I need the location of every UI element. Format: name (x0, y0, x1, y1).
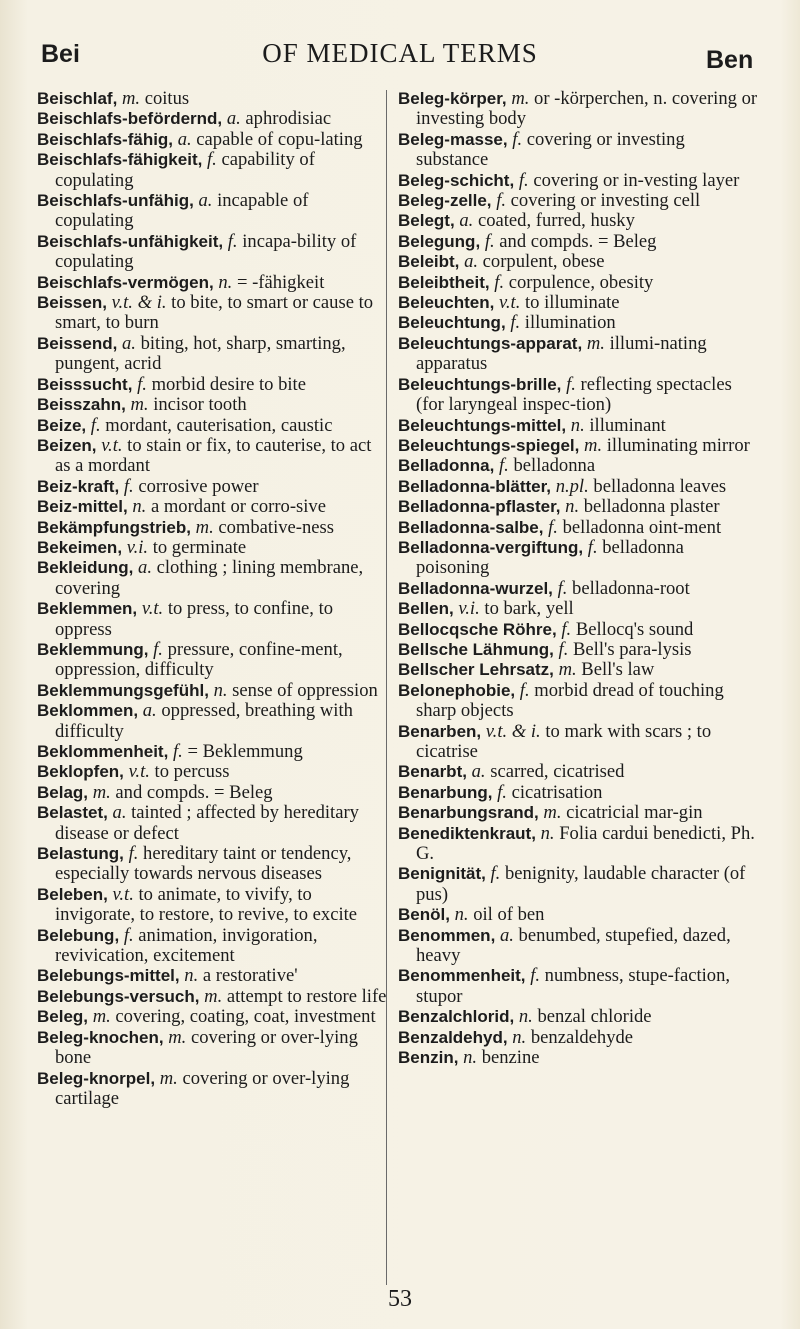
entry-definition: incapa-bility of copulating (55, 230, 357, 273)
running-header (0, 34, 800, 74)
entry-definition: belladonna plaster (579, 496, 720, 518)
entry-headword: Belegung, (398, 231, 481, 251)
entry-part-of-speech: v.t. (128, 761, 150, 783)
entry-definition: capability of copulating (55, 149, 315, 191)
entry-headword: Beissend, (37, 333, 118, 353)
dictionary-entry (37, 987, 389, 1007)
entry-part-of-speech: f. (510, 312, 521, 334)
entry-headword: Beischlafs-fähig, (37, 129, 174, 149)
entry-definition: a restorative' (198, 965, 298, 987)
entry-definition: coitus (140, 88, 190, 109)
entry-definition: numbness, stupe-faction, stupor (416, 965, 731, 1007)
entry-headword: Beischlafs-fähigkeit, (37, 150, 203, 170)
entry-part-of-speech: f. (548, 516, 558, 538)
entry-part-of-speech: f. (558, 638, 569, 660)
entry-definition: attempt to restore life (222, 985, 387, 1007)
dictionary-entry (398, 252, 758, 272)
entry-headword: Benommenheit, (398, 966, 526, 986)
entry-part-of-speech: f. (484, 230, 495, 252)
dictionary-entry (398, 456, 758, 476)
header-first-guide-word: Bei (41, 40, 80, 68)
entry-headword: Beiz-kraft, (37, 476, 120, 496)
entry-definition: clothing ; lining membrane, covering (55, 557, 364, 599)
dictionary-entry (398, 905, 758, 925)
header-last-guide-word: Ben (706, 46, 754, 74)
dictionary-entry (398, 293, 758, 313)
entry-part-of-speech: a. (226, 108, 241, 130)
dictionary-entry (37, 293, 389, 334)
entry-definition: corrosive power (133, 475, 259, 497)
dictionary-entry (37, 966, 389, 986)
entry-part-of-speech: f. (512, 128, 523, 150)
entry-part-of-speech: f. (497, 781, 507, 803)
entry-headword: Belegt, (398, 211, 455, 231)
entry-part-of-speech: m. (543, 802, 562, 824)
dictionary-entry (398, 416, 758, 436)
dictionary-entry (398, 722, 758, 763)
dictionary-entry (37, 436, 389, 477)
entry-definition: hereditary taint or tendency, especially towards nervous diseases (55, 843, 352, 885)
entry-part-of-speech: f. (557, 577, 568, 599)
entry-headword: Beissen, (37, 293, 107, 313)
entry-definition: covering or investing substance (416, 128, 685, 171)
entry-headword: Belastet, (37, 803, 108, 823)
entry-part-of-speech: f. (123, 924, 134, 946)
entry-definition: corpulent, obese (478, 251, 605, 273)
dictionary-entry (37, 130, 389, 150)
entry-headword: Beleg-zelle, (398, 191, 492, 211)
entry-definition: Bellocq's sound (571, 618, 694, 640)
entry-headword: Benarbt, (398, 762, 467, 782)
entry-part-of-speech: n. (518, 1006, 533, 1028)
entry-headword: Benignität, (398, 864, 486, 884)
dictionary-entry (37, 681, 389, 701)
entry-definition: cicatrisation (506, 781, 603, 803)
dictionary-entry (37, 273, 389, 293)
dictionary-entry (398, 89, 758, 130)
entry-headword: Belladonna-wurzel, (398, 578, 553, 598)
column-divider (386, 90, 387, 1285)
dictionary-entry (398, 1028, 758, 1048)
entry-part-of-speech: m. (204, 985, 223, 1007)
entry-definition: illuminant (584, 414, 666, 436)
entry-definition: belladonna (508, 455, 596, 477)
entry-part-of-speech: a. (471, 761, 486, 783)
dictionary-entry (37, 599, 389, 640)
entry-part-of-speech: m. (92, 781, 111, 803)
entry-headword: Beklemmen, (37, 599, 138, 619)
entry-part-of-speech: v.i. (458, 598, 480, 620)
entry-part-of-speech: n. (184, 965, 199, 987)
dictionary-entry (398, 926, 758, 967)
entry-definition: to bite, to smart or cause to smart, to burn (55, 292, 374, 334)
entry-definition: illuminating mirror (602, 434, 750, 456)
entry-headword: Beleg, (37, 1007, 89, 1027)
entry-part-of-speech: m. (159, 1067, 178, 1089)
entry-part-of-speech: f. (496, 190, 507, 212)
entry-headword: Beleibtheit, (398, 272, 490, 292)
entry-definition: cicatricial mar-gin (561, 802, 703, 824)
dictionary-entry (398, 313, 758, 333)
entry-part-of-speech: f. (494, 271, 505, 293)
entry-headword: Bellocqsche Röhre, (398, 619, 557, 639)
entry-headword: Beleg-knorpel, (37, 1068, 156, 1088)
entry-part-of-speech: n. (570, 414, 585, 436)
entry-part-of-speech: m. (586, 332, 605, 354)
dictionary-entry (37, 89, 389, 109)
entry-headword: Belebung, (37, 925, 120, 945)
entry-definition: benzaldehyde (526, 1026, 634, 1048)
dictionary-entry (398, 518, 758, 538)
entry-part-of-speech: a. (464, 251, 479, 273)
entry-definition: belladonna leaves (588, 475, 727, 497)
entry-definition: a mordant or corro-sive (146, 496, 326, 518)
entry-headword: Belonephobie, (398, 680, 516, 700)
entry-part-of-speech: v.t. (499, 292, 521, 314)
entry-definition: Folia cardui benedicti, Ph. G. (416, 822, 755, 865)
entry-part-of-speech: f. (153, 638, 163, 660)
dictionary-entry (37, 844, 389, 885)
entry-part-of-speech: n. (463, 1047, 478, 1069)
entry-part-of-speech: m. (92, 1006, 111, 1028)
entry-headword: Belladonna, (398, 456, 495, 476)
entry-headword: Beleuchtungs-brille, (398, 374, 562, 394)
entry-headword: Beklemmungsgefühl, (37, 680, 209, 700)
entry-part-of-speech: f. (128, 843, 139, 865)
entry-part-of-speech: m. (195, 516, 214, 538)
entry-definition: oppressed, breathing with difficulty (55, 700, 353, 742)
entry-part-of-speech: a. (142, 700, 157, 722)
entry-part-of-speech: f. (90, 414, 101, 436)
entry-definition: to illuminate (520, 292, 620, 314)
entry-headword: Beklemmung, (37, 639, 149, 659)
dictionary-entry (398, 803, 758, 823)
entry-headword: Beizen, (37, 435, 97, 455)
entry-definition: or -körperchen, n. covering or investing body (416, 88, 758, 130)
entry-headword: Bellscher Lehrsatz, (398, 660, 554, 680)
entry-definition: belladonna poisoning (416, 536, 684, 579)
dictionary-entry (37, 375, 389, 395)
entry-headword: Belladonna-pflaster, (398, 497, 561, 517)
dictionary-entry (398, 640, 758, 660)
entry-headword: Bekeimen, (37, 537, 123, 557)
dictionary-entry (398, 334, 758, 375)
entry-part-of-speech: a. (198, 190, 213, 212)
entry-headword: Benarben, (398, 721, 482, 741)
entry-headword: Belebungs-mittel, (37, 966, 180, 986)
entry-definition: covering, coating, coat, investment (110, 1006, 376, 1028)
entry-headword: Beischlafs-unfähigkeit, (37, 231, 224, 251)
entry-headword: Belladonna-blätter, (398, 476, 552, 496)
entry-headword: Beize, (37, 415, 87, 435)
entry-definition: covering or in-vesting layer (528, 169, 740, 191)
entry-part-of-speech: n.pl. (555, 475, 589, 497)
entry-headword: Benediktenkraut, (398, 823, 536, 843)
dictionary-entry (398, 783, 758, 803)
dictionary-entry (37, 1028, 389, 1069)
entry-headword: Beleuchten, (398, 293, 495, 313)
dictionary-entry (398, 660, 758, 680)
entry-definition: and compds. = Beleg (494, 230, 657, 252)
dictionary-entry (398, 1048, 758, 1068)
dictionary-entry (37, 803, 389, 844)
entry-headword: Beleuchtungs-mittel, (398, 415, 567, 435)
entry-part-of-speech: n. (213, 679, 228, 701)
entry-definition: to mark with scars ; to cicatrise (416, 720, 712, 762)
entry-headword: Beleg-schicht, (398, 170, 515, 190)
dictionary-entry (398, 762, 758, 782)
entry-definition: animation, invigoration, revivication, excitement (55, 924, 318, 967)
entry-part-of-speech: n. (454, 904, 469, 926)
entry-part-of-speech: a. (499, 924, 514, 946)
entry-part-of-speech: f. (123, 475, 134, 497)
dictionary-entry (37, 742, 389, 762)
dictionary-entry (37, 150, 389, 191)
entry-part-of-speech: f. (499, 455, 509, 477)
dictionary-entry (37, 497, 389, 517)
dictionary-entry (37, 191, 389, 232)
entry-definition: to germinate (148, 536, 247, 558)
entry-part-of-speech: v.t. & i. (111, 292, 167, 314)
dictionary-entry (37, 538, 389, 558)
entry-headword: Beleben, (37, 884, 108, 904)
entry-part-of-speech: f. (137, 373, 147, 395)
entry-headword: Belag, (37, 782, 89, 802)
entry-headword: Benzalchlorid, (398, 1007, 515, 1027)
entry-headword: Beleg-knochen, (37, 1027, 164, 1047)
entry-headword: Beleg-masse, (398, 129, 508, 149)
entry-definition: illumi-nating apparatus (416, 332, 707, 375)
dictionary-entry (398, 824, 758, 865)
entry-definition: benzal chloride (532, 1006, 652, 1028)
dictionary-entry (398, 1007, 758, 1027)
entry-definition: benumbed, stupefied, dazed, heavy (416, 924, 731, 967)
dictionary-entry (398, 130, 758, 171)
entry-part-of-speech: n. (512, 1026, 527, 1048)
entry-headword: Bellen, (398, 599, 454, 619)
dictionary-entry (398, 171, 758, 191)
dictionary-entry (398, 538, 758, 579)
dictionary-entry (37, 232, 389, 273)
entry-part-of-speech: f. (519, 679, 530, 701)
entry-definition: Bell's para-lysis (568, 638, 692, 660)
entry-definition: = -fähigkeit (232, 271, 325, 293)
entry-definition: to bark, yell (479, 598, 574, 620)
dictionary-entry (37, 416, 389, 436)
entry-part-of-speech: v.t. (101, 434, 123, 456)
entry-headword: Benzaldehyd, (398, 1027, 508, 1047)
entry-part-of-speech: f. (566, 373, 576, 395)
dictionary-entry (37, 558, 389, 599)
dictionary-entry (398, 864, 758, 905)
entry-definition: incisor tooth (148, 394, 247, 416)
entry-headword: Beklommenheit, (37, 742, 169, 761)
dictionary-entry (37, 783, 389, 803)
entry-headword: Beleibt, (398, 252, 460, 272)
dictionary-entry (398, 579, 758, 599)
entry-part-of-speech: m. (121, 88, 141, 109)
dictionary-entry (37, 518, 389, 538)
entry-part-of-speech: f. (227, 230, 238, 252)
entry-definition: to animate, to vivify, to invigorate, to restore, to revive, to excite (55, 883, 358, 926)
entry-headword: Benarbung, (398, 782, 493, 802)
dictionary-entry (398, 191, 758, 211)
left-column (37, 89, 389, 1109)
dictionary-entry (398, 620, 758, 640)
entry-headword: Beischlafs-unfähig, (37, 191, 194, 211)
entry-part-of-speech: a. (459, 210, 474, 232)
dictionary-entry (37, 926, 389, 967)
entry-headword: Belladonna-salbe, (398, 517, 544, 537)
right-column (398, 89, 758, 1069)
entry-definition: tainted ; affected by hereditary disease or defect (55, 802, 359, 844)
entry-part-of-speech: m. (168, 1026, 187, 1048)
entry-headword: Beischlaf, (37, 89, 118, 108)
entry-headword: Beisszahn, (37, 395, 126, 415)
entry-headword: Beischlafs-vermögen, (37, 272, 214, 292)
entry-definition: to percuss (149, 761, 230, 783)
entry-headword: Belebungs-versuch, (37, 986, 200, 1006)
entry-part-of-speech: f. (490, 863, 501, 885)
entry-part-of-speech: m. (511, 88, 530, 109)
entry-definition: covering or over-lying cartilage (55, 1067, 350, 1109)
entry-headword: Belastung, (37, 844, 124, 864)
entry-part-of-speech: v.i. (126, 536, 149, 558)
entry-headword: Beleuchtung, (398, 313, 506, 333)
entry-definition: belladonna-root (567, 577, 690, 599)
dictionary-entry (37, 1069, 389, 1110)
entry-part-of-speech: a. (138, 557, 152, 579)
dictionary-entry (398, 436, 758, 456)
dictionary-entry (398, 681, 758, 722)
entry-part-of-speech: n. (132, 496, 147, 518)
entry-definition: benignity, laudable character (of pus) (416, 863, 746, 905)
dictionary-entry (37, 334, 389, 375)
entry-headword: Beisssucht, (37, 374, 133, 394)
entry-part-of-speech: a. (177, 128, 192, 150)
entry-part-of-speech: f. (561, 618, 572, 640)
entry-definition: coated, furred, husky (473, 210, 635, 232)
entry-part-of-speech: n. (565, 496, 580, 518)
entry-headword: Benöl, (398, 905, 450, 925)
entry-headword: Beleuchtungs-spiegel, (398, 435, 580, 455)
dictionary-entry (398, 966, 758, 1007)
entry-part-of-speech: n. (540, 822, 555, 844)
dictionary-entry (398, 211, 758, 231)
entry-definition: pressure, confine-ment, oppression, difficulty (55, 638, 343, 681)
entry-part-of-speech: v.t. (141, 598, 164, 620)
entry-definition: covering or over-lying bone (55, 1026, 358, 1069)
entry-part-of-speech: f. (206, 149, 217, 171)
entry-definition: capable of copu-lating (191, 128, 363, 150)
entry-definition: biting, hot, sharp, smarting, pungent, acrid (55, 332, 346, 375)
entry-part-of-speech: m. (130, 394, 149, 416)
page-number: 53 (388, 1286, 412, 1312)
entry-definition: morbid desire to bite (146, 373, 306, 395)
dictionary-entry (37, 885, 389, 926)
entry-definition: combative-ness (213, 516, 335, 538)
entry-part-of-speech: m. (558, 659, 577, 681)
dictionary-entry (398, 599, 758, 619)
entry-definition: benzine (477, 1047, 540, 1069)
entry-headword: Beklommen, (37, 701, 139, 721)
entry-headword: Bekleidung, (37, 558, 134, 578)
header-title: OF MEDICAL TERMS (262, 38, 538, 68)
entry-definition: aphrodisiac (240, 108, 332, 130)
dictionary-entry (37, 762, 389, 782)
dictionary-entry (37, 640, 389, 681)
entry-definition: morbid dread of touching sharp objects (416, 679, 724, 722)
entry-part-of-speech: f. (530, 965, 541, 987)
entry-part-of-speech: n. (218, 271, 233, 293)
entry-definition: corpulence, obesity (504, 271, 654, 293)
entry-headword: Beiz-mittel, (37, 497, 128, 517)
entry-headword: Benarbungsrand, (398, 803, 539, 823)
entry-definition: mordant, cauterisation, caustic (100, 414, 333, 436)
entry-headword: Bellsche Lähmung, (398, 639, 554, 659)
entry-headword: Benzin, (398, 1048, 459, 1068)
entry-definition: belladonna oint-ment (557, 516, 722, 538)
entry-part-of-speech: v.t. (112, 883, 134, 905)
entry-headword: Beleg-körper, (398, 89, 507, 108)
entry-headword: Benommen, (398, 925, 496, 945)
entry-definition: illumination (520, 312, 616, 334)
entry-headword: Belladonna-vergiftung, (398, 537, 584, 557)
entry-definition: Bell's law (576, 659, 655, 681)
entry-definition: = Beklemmung (182, 741, 303, 762)
entry-part-of-speech: v.t. & i. (485, 720, 541, 742)
entry-part-of-speech: f. (172, 741, 183, 762)
entry-part-of-speech: a. (121, 332, 136, 354)
dictionary-entry (398, 375, 758, 416)
entry-headword: Beischlafs-befördernd, (37, 109, 223, 129)
entry-part-of-speech: f. (587, 536, 598, 558)
entry-definition: to press, to confine, to oppress (55, 598, 334, 640)
entry-definition: incapable of copulating (55, 190, 309, 232)
entry-headword: Beklopfen, (37, 762, 124, 782)
dictionary-entry (37, 395, 389, 415)
dictionary-entry (398, 273, 758, 293)
dictionary-entry (37, 109, 389, 129)
entry-definition: covering or investing cell (506, 190, 701, 212)
dictionary-entry (37, 477, 389, 497)
dictionary-entry (37, 701, 389, 742)
entry-definition: and compds. = Beleg (110, 781, 273, 803)
entry-part-of-speech: f. (518, 169, 529, 191)
dictionary-entry (398, 232, 758, 252)
entry-definition: oil of ben (468, 904, 545, 926)
entry-headword: Bekämpfungstrieb, (37, 517, 191, 537)
entry-definition: sense of oppression (227, 679, 378, 701)
entry-headword: Beleuchtungs-apparat, (398, 333, 583, 353)
entry-definition: scarred, cicatrised (485, 761, 625, 783)
entry-definition: reflecting spectacles (for laryngeal inspec-tion) (416, 373, 732, 416)
entry-definition: to stain or fix, to cauterise, to act as a mordant (55, 434, 372, 477)
dictionary-entry (398, 477, 758, 497)
entry-part-of-speech: a. (112, 802, 127, 824)
entry-part-of-speech: m. (584, 434, 603, 456)
dictionary-entry (37, 1007, 389, 1027)
dictionary-entry (398, 497, 758, 517)
